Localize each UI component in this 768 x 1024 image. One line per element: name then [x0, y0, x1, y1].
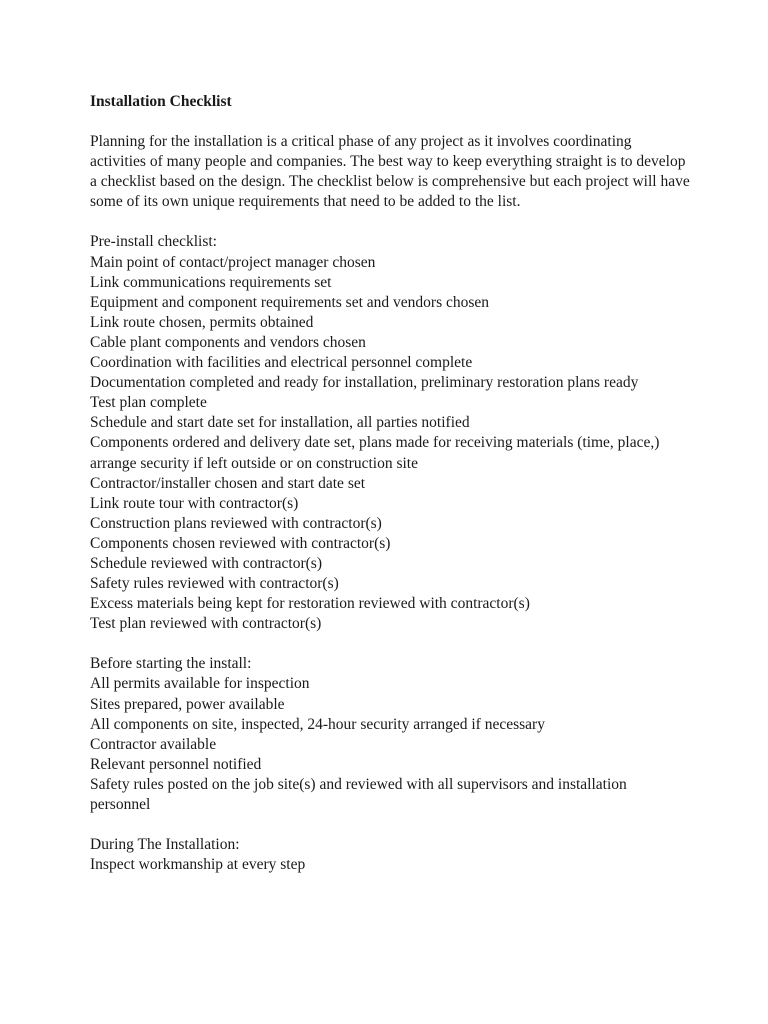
checklist-item: Sites prepared, power available	[90, 695, 285, 713]
checklist-item: Relevant personnel notified	[90, 755, 262, 773]
section-heading: Pre-install checklist:	[90, 233, 217, 251]
checklist-item: Excess materials being kept for restoration reviewed with contractor(s)	[90, 595, 530, 613]
checklist-item: Link route tour with contractor(s)	[90, 494, 299, 512]
checklist-item: Link communications requirements set	[90, 273, 332, 291]
checklist-item: Main point of contact/project manager chosen	[90, 253, 376, 271]
checklist-item: Contractor/installer chosen and start date set	[90, 474, 366, 492]
section-before-install	[90, 654, 690, 815]
checklist-item: Safety rules posted on the job site(s) and reviewed with all supervisors and installation personnel	[90, 775, 627, 813]
checklist-item: Link route chosen, permits obtained	[90, 313, 314, 331]
checklist-item: Equipment and component requirements set and vendors chosen	[90, 293, 490, 311]
section-heading: During The Installation:	[90, 836, 240, 854]
checklist-item: Contractor available	[90, 735, 217, 753]
section-pre-install	[90, 232, 690, 634]
document-title: Installation Checklist	[90, 93, 232, 110]
intro-paragraph: Planning for the installation is a critical phase of any project as it involves coordinating activities of many people and companies. The best way to keep everything straight is to develop a checklist based on the design. The checklist below is comprehensive but each project will have some of its own unique requirements that need to be added to the list.	[90, 133, 690, 211]
checklist-item: Coordination with facilities and electrical personnel complete	[90, 354, 473, 372]
checklist-item: Documentation completed and ready for installation, preliminary restoration plans ready	[90, 374, 639, 392]
checklist-item: Components ordered and delivery date set, plans made for receiving materials (time, place,) arrange security if left outside or on construction site	[90, 434, 660, 472]
checklist-item: All permits available for inspection	[90, 675, 310, 693]
section-during-install	[90, 835, 690, 875]
checklist-item: Schedule reviewed with contractor(s)	[90, 554, 322, 572]
document-page	[90, 92, 690, 895]
section-heading: Before starting the install:	[90, 655, 252, 673]
checklist-item: Safety rules reviewed with contractor(s)	[90, 575, 339, 593]
checklist-item: Components chosen reviewed with contractor(s)	[90, 534, 391, 552]
checklist-item: Cable plant components and vendors chosen	[90, 333, 366, 351]
checklist-item: Construction plans reviewed with contractor(s)	[90, 514, 382, 532]
checklist-item: Test plan complete	[90, 394, 207, 412]
checklist-item: Inspect workmanship at every step	[90, 856, 306, 874]
checklist-item: Test plan reviewed with contractor(s)	[90, 615, 322, 633]
checklist-item: Schedule and start date set for installation, all parties notified	[90, 414, 470, 432]
checklist-item: All components on site, inspected, 24-hour security arranged if necessary	[90, 715, 545, 733]
